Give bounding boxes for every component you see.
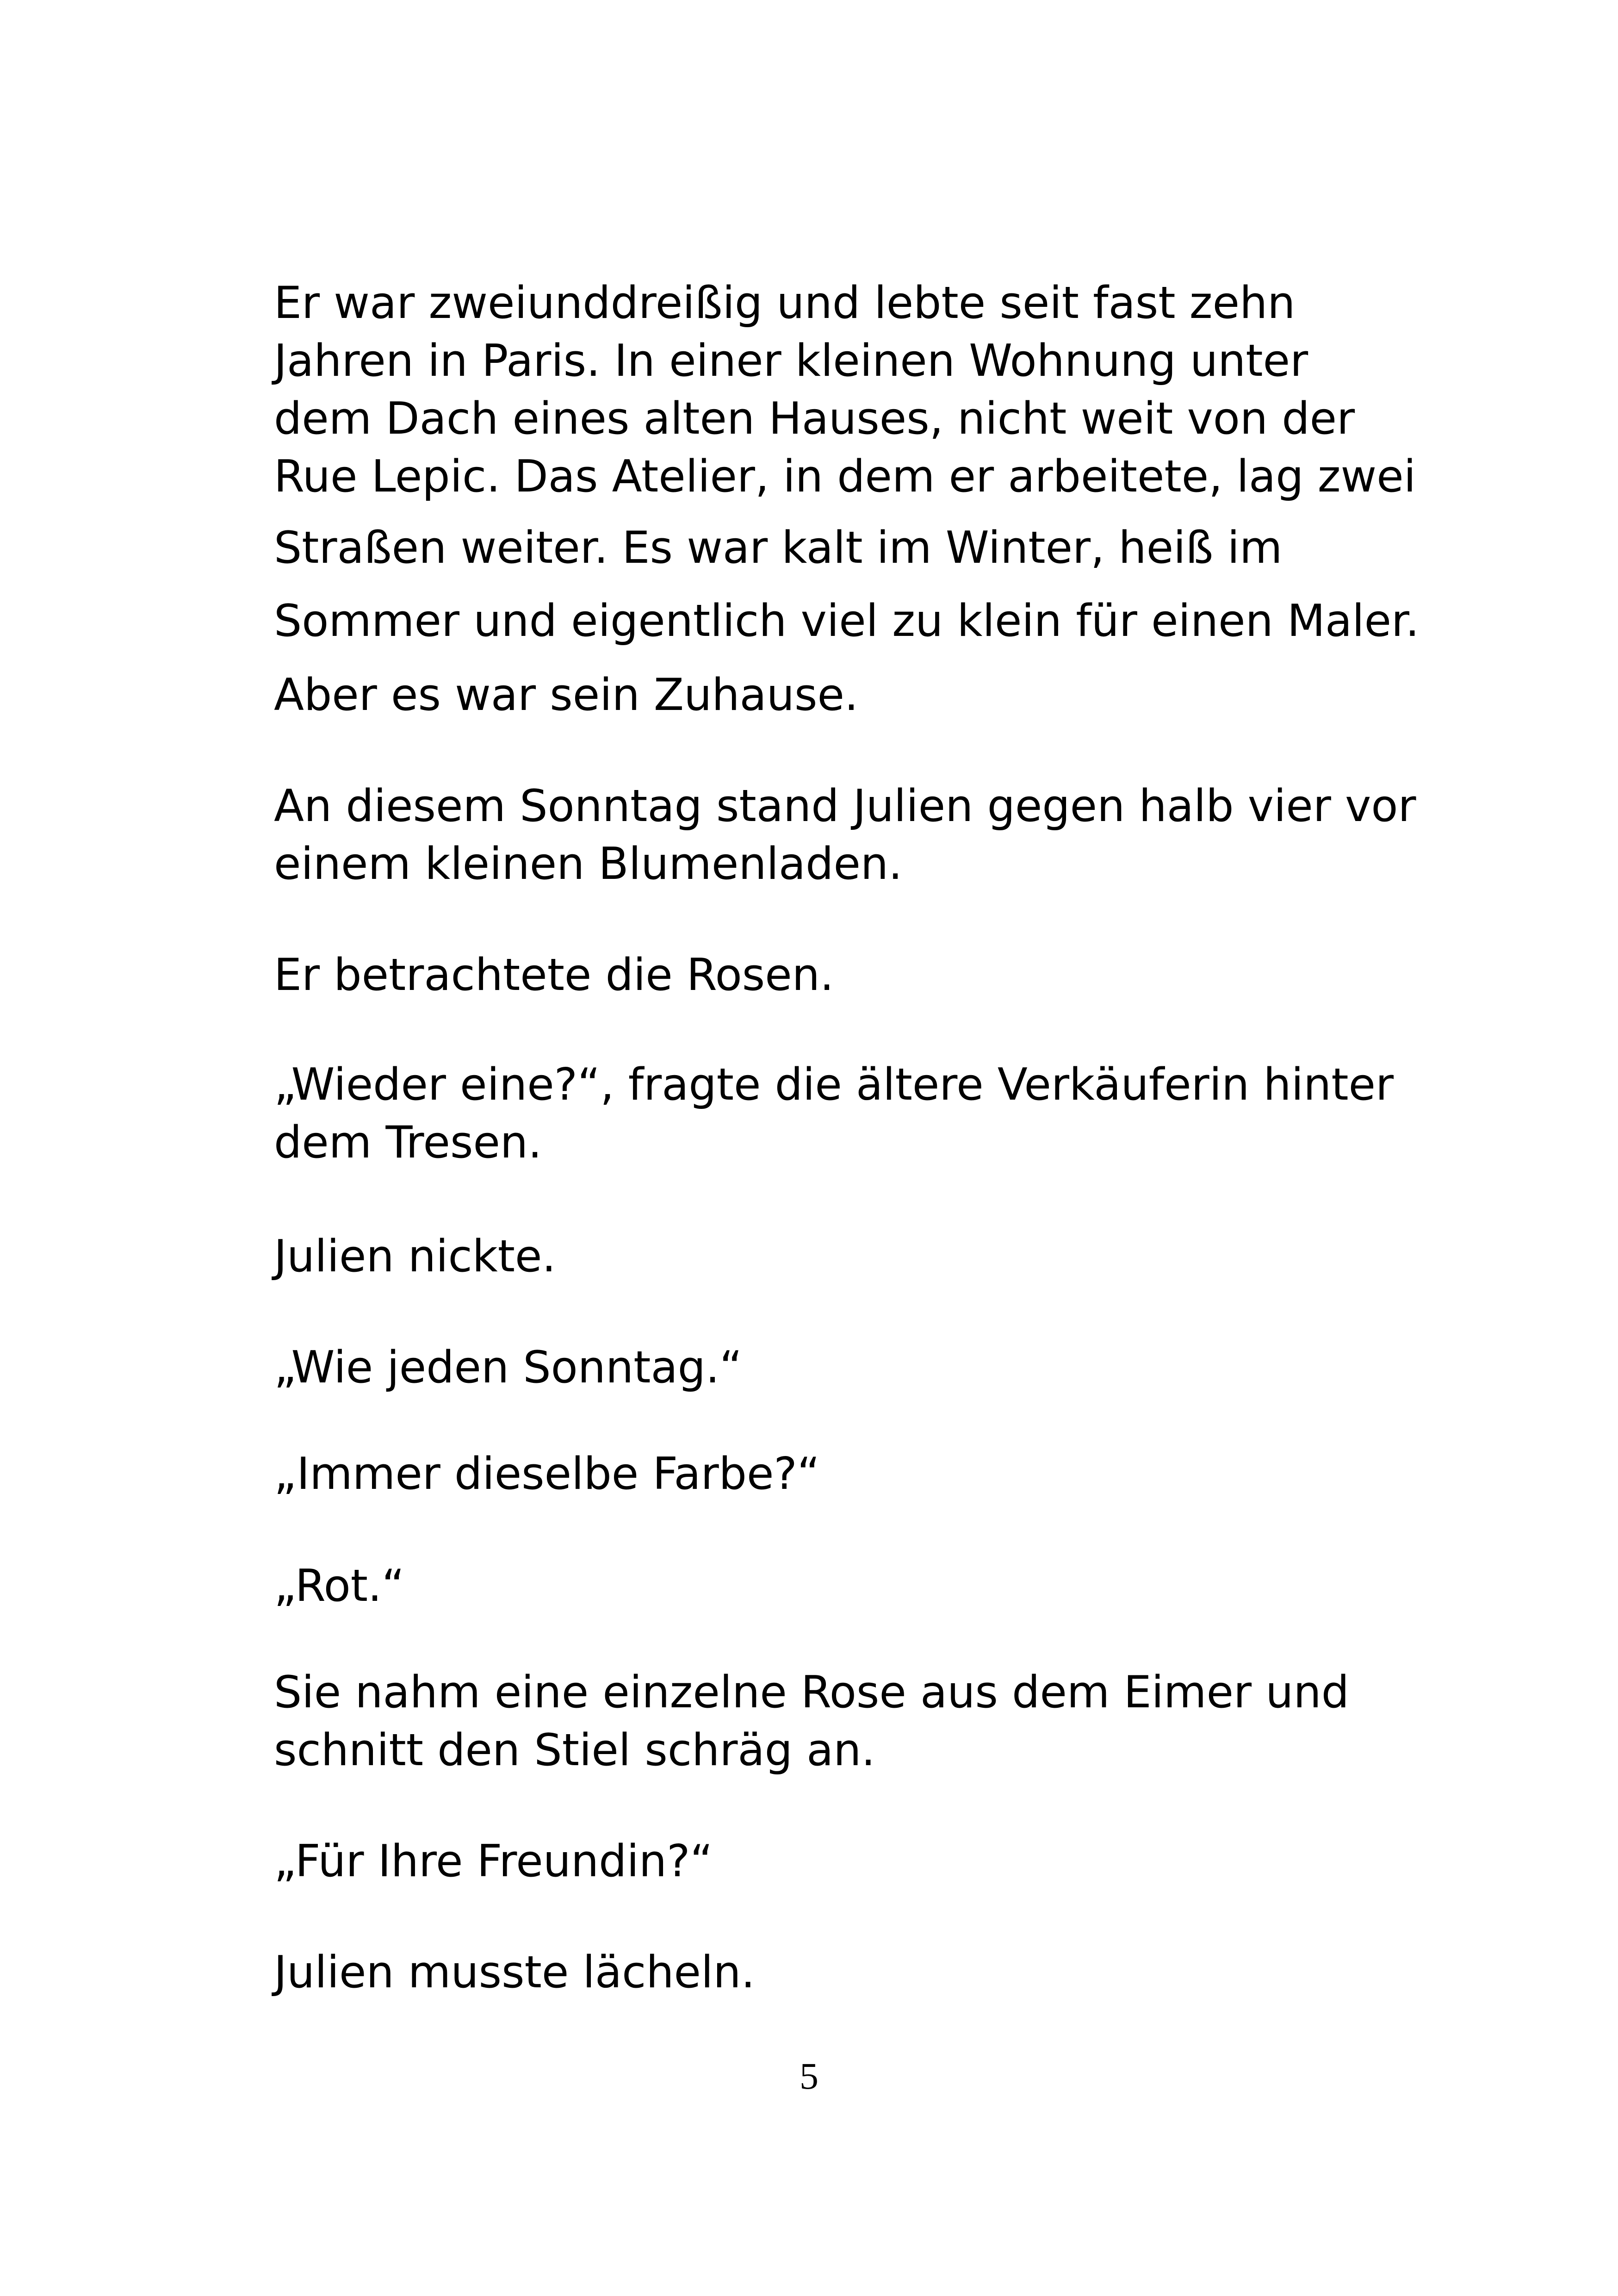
body-text-line: Jahren in Paris. In einer kleinen Wohnung unter xyxy=(274,336,1308,386)
body-text-line: Rue Lepic. Das Atelier, in dem er arbeitete, lag zwei xyxy=(274,451,1416,502)
body-text-line: Straßen weiter. Es war kalt im Winter, heiß im xyxy=(274,523,1283,573)
body-text-line: Aber es war sein Zuhause. xyxy=(274,670,859,721)
body-text-line: schnitt den Stiel schräg an. xyxy=(274,1725,875,1776)
body-text-line: dem Dach eines alten Hauses, nicht weit von der xyxy=(274,393,1355,444)
body-text-line: „Immer dieselbe Farbe?“ xyxy=(274,1449,820,1500)
body-text-line: Julien nickte. xyxy=(274,1231,556,1282)
body-text-line: Sommer und eigentlich viel zu klein für einen Maler. xyxy=(274,596,1420,647)
body-text-line: „Wie jeden Sonntag.“ xyxy=(274,1342,743,1393)
page-number: 5 xyxy=(800,2055,818,2097)
body-text-line: einem kleinen Blumenladen. xyxy=(274,839,903,890)
body-text-line: „Rot.“ xyxy=(274,1561,405,1612)
body-text-line: dem Tresen. xyxy=(274,1117,542,1168)
body-text-line: Er war zweiunddreißig und lebte seit fast zehn xyxy=(274,278,1296,329)
body-text-line: Julien musste lächeln. xyxy=(274,1947,755,1998)
body-text-line: „Für Ihre Freundin?“ xyxy=(274,1836,713,1887)
body-text-line: Sie nahm eine einzelne Rose aus dem Eimer und xyxy=(274,1667,1350,1718)
body-text-line: Er betrachtete die Rosen. xyxy=(274,950,834,1001)
body-text-line: „Wieder eine?“, fragte die ältere Verkäuferin hinter xyxy=(274,1059,1394,1110)
body-text-line: An diesem Sonntag stand Julien gegen halb vier vor xyxy=(274,781,1416,832)
